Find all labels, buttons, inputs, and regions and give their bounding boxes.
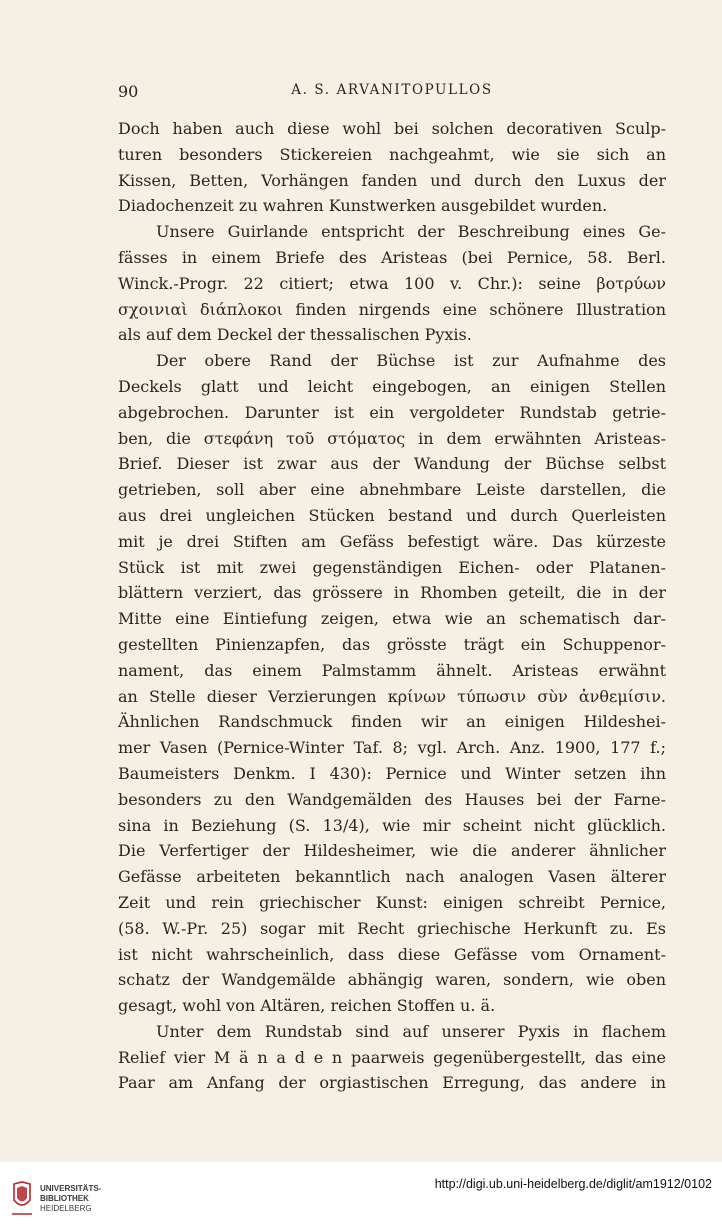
text-line: Der obere Rand der Büchse ist zur Aufnahme des — [156, 351, 666, 371]
text-line: Kissen, Betten, Vorhängen fanden und durch den Luxus der — [118, 170, 666, 190]
text-line: fässes in einem Briefe des Aristeas (bei Pernice, 58. Berl. — [118, 247, 666, 267]
text-line: (58. W.-Pr. 25) sogar mit Recht griechische Herkunft zu. Es — [118, 918, 666, 938]
text-line: Ähnlichen Randschmuck finden wir an einigen Hildeshei- — [118, 712, 666, 732]
text-line: Deckels glatt und leicht eingebogen, an einigen Stellen — [118, 376, 666, 396]
logo-line-2: BIBLIOTHEK — [40, 1194, 89, 1203]
text-line: nament, das einem Palmstamm ähnelt. Aristeas erwähnt — [118, 660, 666, 680]
text-line: Zeit und rein griechischer Kunst: einigen schreibt Pernice, — [118, 892, 666, 912]
text-line: gesagt, wohl von Altären, reichen Stoffen u. ä. — [118, 996, 496, 1016]
text-line: Paar am Anfang der orgiastischen Erregung, das andere in — [118, 1073, 666, 1093]
text-line: mit je drei Stiften am Gefäss befestigt wäre. Das kürzeste — [118, 531, 666, 551]
library-logo[interactable] — [8, 1180, 123, 1220]
text-line: abgebrochen. Darunter ist ein vergoldeter Rundstab getrie- — [118, 402, 666, 422]
text-line: Baumeisters Denkm. I 430): Pernice und Winter setzen ihn — [118, 763, 666, 783]
text-line: schatz der Wandgemälde abhängig waren, sondern, wie oben — [118, 970, 666, 990]
text-line: Mitte eine Eintiefung zeigen, etwa wie an schematisch dar- — [118, 609, 666, 629]
text-line: mer Vasen (Pernice-Winter Taf. 8; vgl. Arch. Anz. 1900, 177 f.; — [118, 738, 666, 758]
library-name — [40, 1184, 101, 1214]
text-line: aus drei ungleichen Stücken bestand und durch Querleisten — [118, 505, 666, 525]
text-line: blättern verziert, das grössere in Rhomben geteilt, die in der — [118, 583, 666, 603]
text-line: Unsere Guirlande entspricht der Beschreibung eines Ge- — [156, 222, 666, 242]
running-head: A. S. ARVANITOPULLOS — [291, 82, 493, 98]
text-line: Unter dem Rundstab sind auf unserer Pyxis in flachem — [156, 1021, 666, 1041]
text-line: Relief vier M ä n a d e n paarweis gegenübergestellt, das eine — [118, 1047, 666, 1067]
text-line: ist nicht wahrscheinlich, dass diese Gefässe vom Ornament- — [118, 944, 666, 964]
text-line: besonders zu den Wandgemälden des Hauses bei der Farne- — [118, 789, 666, 809]
text-line: turen besonders Stickereien nachgeahmt, wie sie sich an — [118, 144, 666, 164]
library-emblem-icon — [8, 1180, 36, 1218]
text-line: getrieben, soll aber eine abnehmbare Leiste darstellen, die — [118, 480, 666, 500]
text-line: Gefässe arbeiteten bekanntlich nach analogen Vasen älterer — [118, 867, 666, 887]
permalink-url[interactable]: http://digi.ub.uni-heidelberg.de/diglit/am1912/0102 — [434, 1177, 712, 1191]
text-line: Doch haben auch diese wohl bei solchen decorativen Sculp- — [118, 119, 666, 138]
page-header — [118, 82, 666, 106]
logo-line-3: HEIDELBERG — [40, 1204, 92, 1213]
text-line: Diadochenzeit zu wahren Kunstwerken ausgebildet wurden. — [118, 196, 608, 216]
text-line: σχοινιαὶ διάπλοκοι finden nirgends eine schönere Illustration — [118, 299, 666, 319]
text-line: ben, die στεφάνη τοῦ στόματος in dem erwähnten Aristeas- — [118, 428, 666, 448]
page-number: 90 — [118, 82, 139, 101]
viewer-footer — [0, 1162, 722, 1224]
text-line: an Stelle dieser Verzierungen κρίνων τύπωσιν σὺν ἀνθεμίσιν. — [118, 686, 666, 706]
body-text — [118, 116, 666, 1096]
text-line: Winck.-Progr. 22 citiert; etwa 100 v. Chr.): seine βοτρύων — [118, 273, 666, 293]
logo-line-1: UNIVERSITÄTS- — [40, 1184, 102, 1193]
text-line: Brief. Dieser ist zwar aus der Wandung der Büchse selbst — [118, 454, 666, 474]
text-line: Die Verfertiger der Hildesheimer, wie die anderer ähnlicher — [118, 841, 666, 861]
text-line: sina in Beziehung (S. 13/4), wie mir scheint nicht glücklich. — [118, 815, 666, 835]
text-line: gestellten Pinienzapfen, das grösste trägt ein Schuppenor- — [118, 634, 666, 654]
text-line: als auf dem Deckel der thessalischen Pyxis. — [118, 325, 472, 345]
text-line: Stück ist mit zwei gegenständigen Eichen- oder Platanen- — [118, 557, 666, 577]
